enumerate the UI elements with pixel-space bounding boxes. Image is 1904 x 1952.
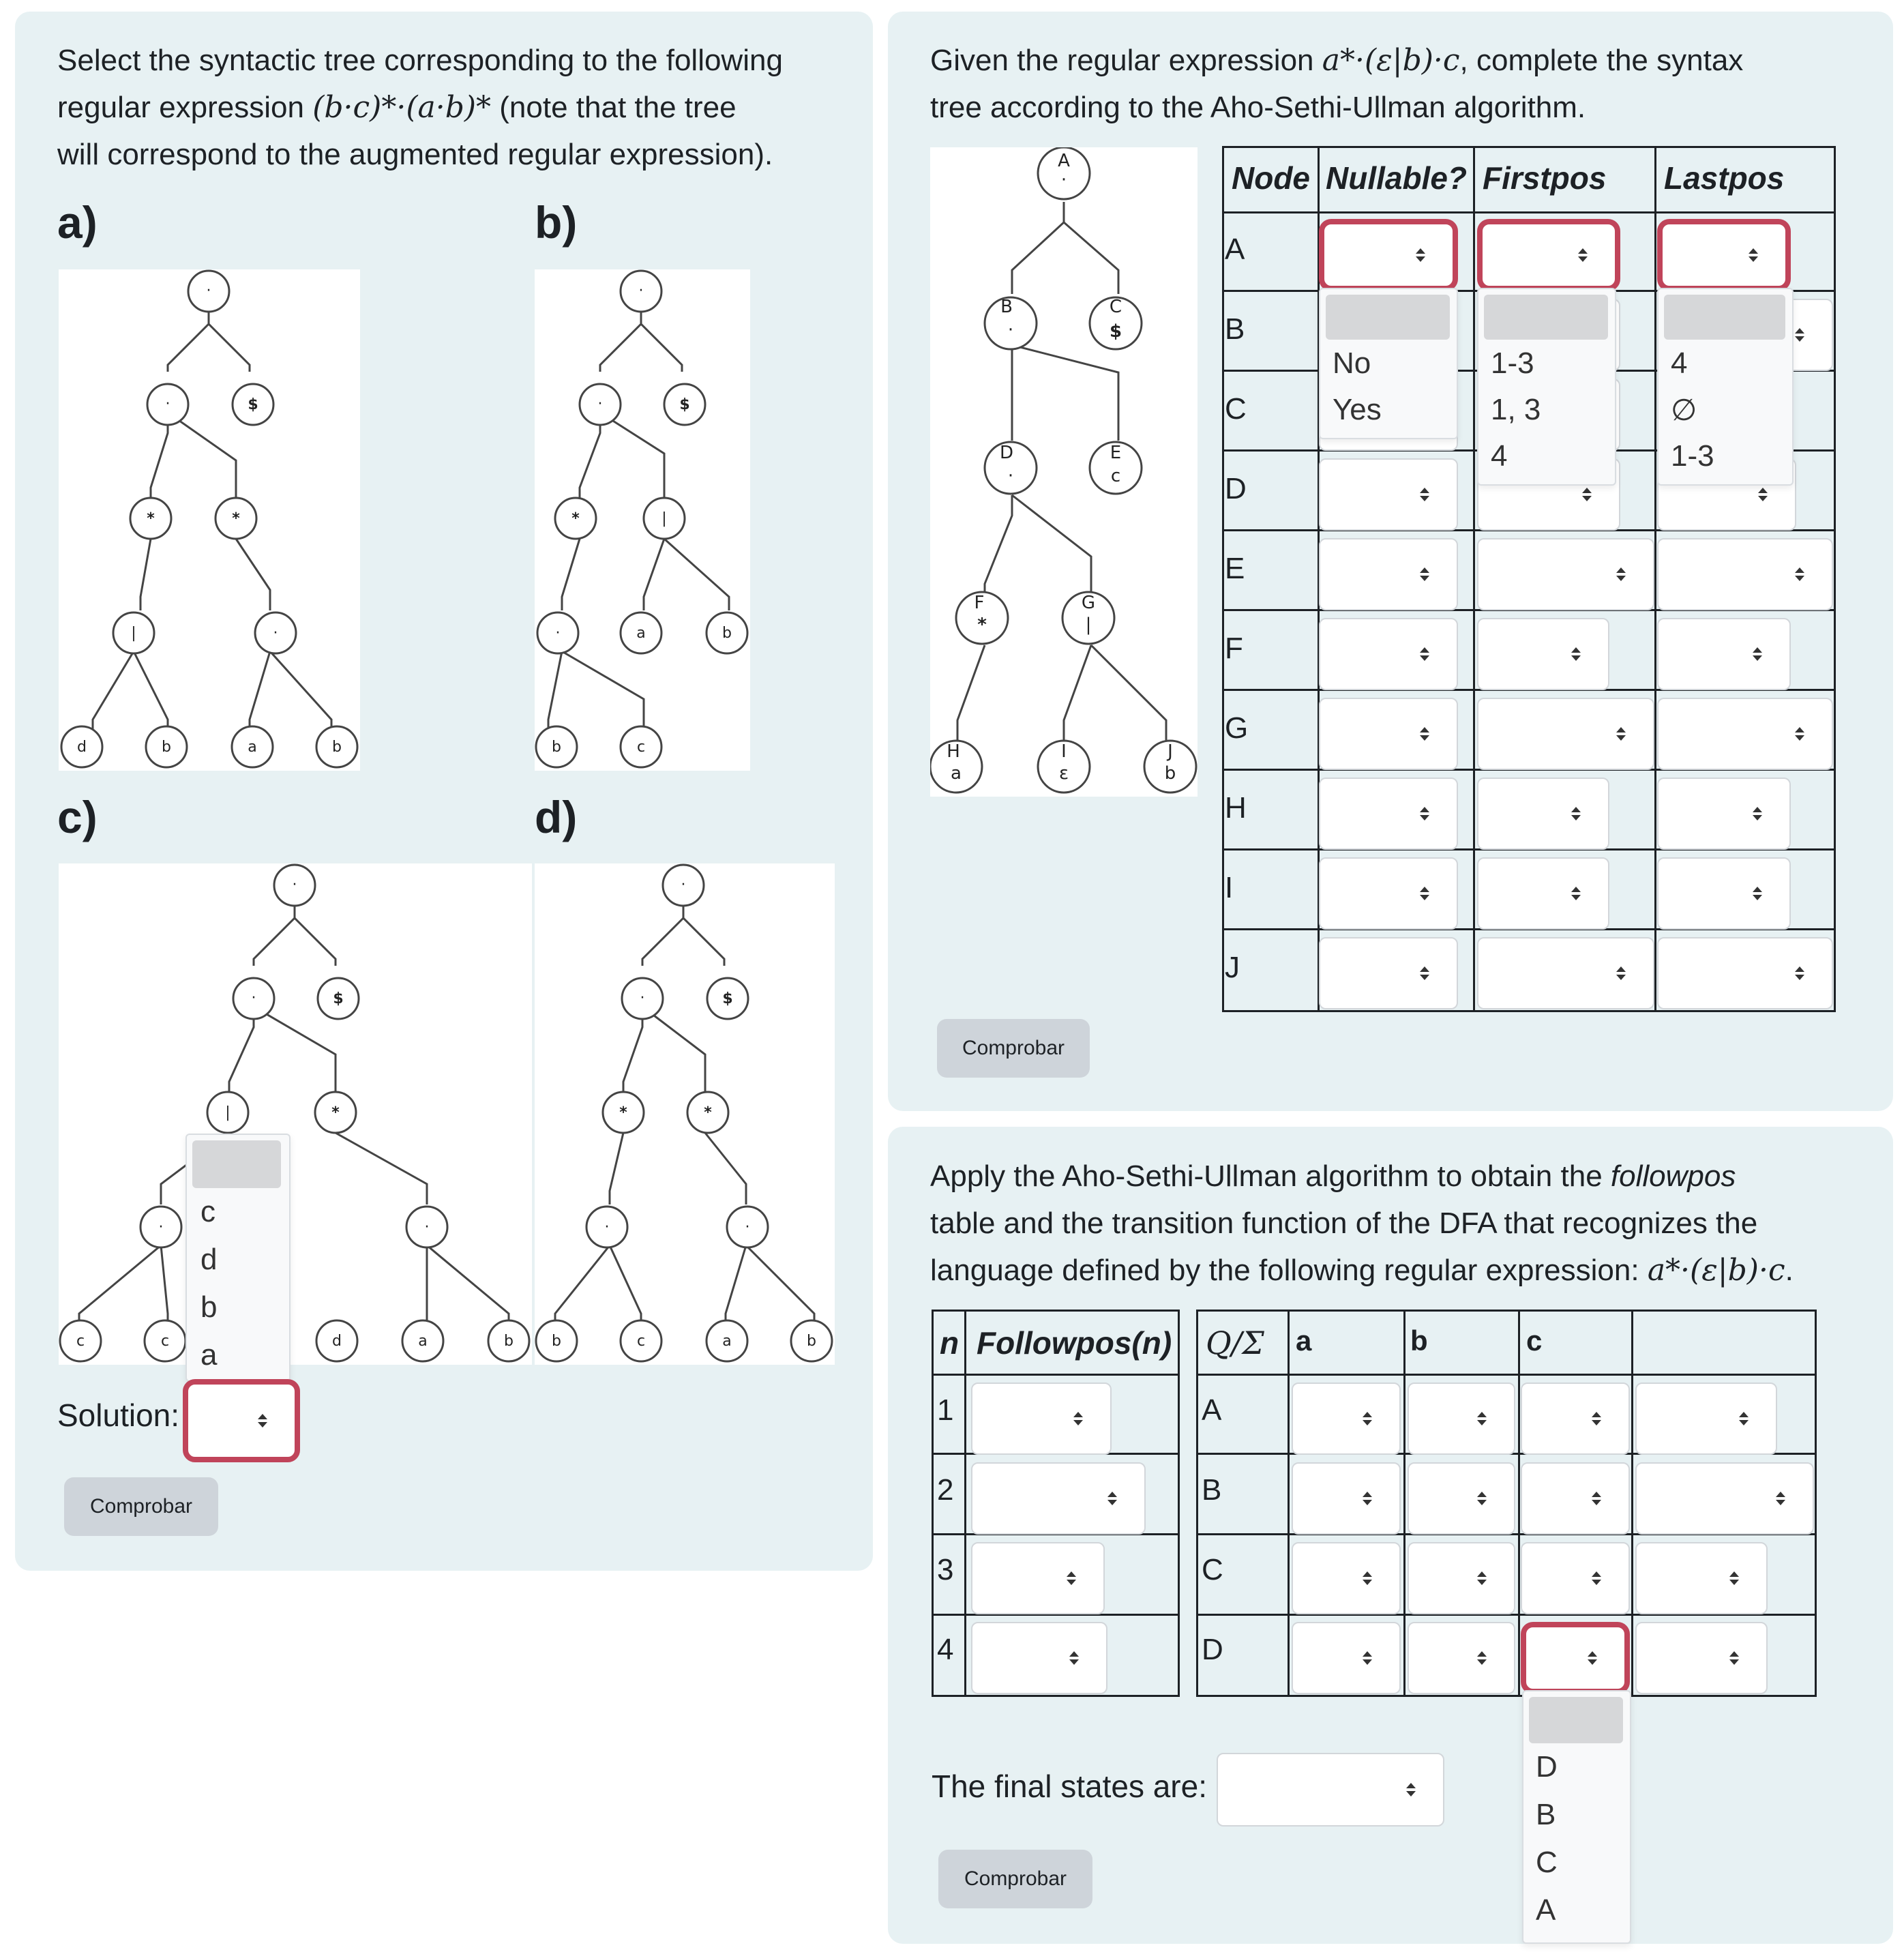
tree-a-diagram — [59, 269, 360, 771]
chevron-updown-icon — [1363, 1571, 1372, 1585]
svg-text:C: C — [1109, 297, 1122, 317]
solution-label: Solution: — [57, 1398, 180, 1433]
transition-a-select[interactable] — [1292, 1462, 1401, 1535]
dropdown-option[interactable]: 4 — [1491, 439, 1508, 473]
chevron-updown-icon — [1416, 248, 1425, 262]
tree-c-leaf: a — [418, 1333, 428, 1350]
node-row-label: H — [1225, 791, 1247, 825]
svg-text:D: D — [999, 443, 1014, 463]
firstpos-select[interactable] — [1477, 857, 1609, 930]
svg-text:·: · — [165, 396, 170, 413]
tree-d-leaf: b — [552, 1333, 561, 1350]
chevron-updown-icon — [1753, 807, 1762, 820]
tree-a-leaf: b — [162, 739, 171, 756]
svg-text:·: · — [1060, 170, 1067, 190]
nullable-dropdown-list[interactable] — [1319, 288, 1458, 439]
lastpos-select[interactable] — [1657, 937, 1833, 1009]
tree-d-leaf: c — [636, 1333, 646, 1350]
dropdown-option[interactable]: A — [1536, 1893, 1556, 1927]
chevron-updown-icon — [1069, 1651, 1079, 1665]
solution-select[interactable] — [183, 1379, 300, 1462]
node-row-label: I — [1225, 871, 1234, 904]
svg-text:·: · — [604, 1219, 610, 1236]
final-states-label: The final states are: — [932, 1769, 1207, 1804]
header-firstpos: Firstpos — [1483, 160, 1607, 196]
syntax-tree-diagram — [930, 147, 1198, 797]
chevron-updown-icon — [1477, 1492, 1487, 1505]
svg-text:|: | — [225, 1104, 230, 1121]
chevron-updown-icon — [1776, 1492, 1785, 1505]
svg-text:·: · — [158, 1219, 164, 1236]
chevron-updown-icon — [1592, 1492, 1601, 1505]
dropdown-blank-option[interactable] — [1529, 1697, 1623, 1743]
svg-text:B: B — [1000, 297, 1013, 317]
tree-b-leaf: a — [636, 625, 646, 642]
chevron-updown-icon — [1795, 328, 1804, 342]
svg-text:|: | — [1085, 615, 1092, 635]
tree-option-a — [59, 269, 360, 771]
chevron-updown-icon — [1477, 1651, 1487, 1665]
svg-text:*: * — [331, 1104, 340, 1121]
svg-text:$: $ — [679, 396, 690, 413]
svg-text:·: · — [1007, 466, 1014, 486]
node-row-label: A — [1225, 233, 1245, 266]
question-text: Apply the Aho-Sethi-Ullman algorithm to obtain the followpos table and the transition function of the DFA that recognizes the language defined by the following regular expression: a*·(ε|b)·c. — [930, 1159, 1794, 1288]
dfa-row-label: B — [1202, 1473, 1222, 1507]
svg-text:*: * — [704, 1104, 712, 1121]
tree-option-c — [59, 863, 532, 1365]
syntax-tree — [930, 147, 1198, 797]
dropdown-option[interactable]: ∅ — [1671, 394, 1697, 427]
header-node: Node — [1232, 160, 1310, 196]
check-button[interactable]: Comprobar — [64, 1477, 218, 1536]
transition-a-select[interactable] — [1292, 1542, 1401, 1614]
tree-a-leaf: a — [248, 739, 257, 756]
final-states-select[interactable] — [1217, 1753, 1444, 1827]
node-row-label: D — [1225, 472, 1247, 505]
node-row-label: F — [1225, 632, 1243, 665]
chevron-updown-icon — [1729, 1651, 1739, 1665]
svg-text:·: · — [597, 396, 603, 413]
nullable-select[interactable] — [1319, 857, 1458, 930]
svg-text:·: · — [681, 876, 686, 893]
lastpos-select[interactable] — [1657, 618, 1791, 690]
transition-dropdown-list[interactable] — [1522, 1690, 1631, 1944]
chevron-updown-icon — [1616, 966, 1626, 980]
regex: (b·c)*·(a·b)* — [312, 90, 492, 125]
option-b-label: b) — [535, 197, 578, 248]
followpos-select[interactable] — [971, 1382, 1112, 1455]
node-row-label: E — [1225, 552, 1245, 585]
lastpos-select[interactable] — [1657, 219, 1791, 291]
header-nullable: Nullable? — [1326, 160, 1468, 196]
header-states-alphabet: Q/Σ — [1206, 1325, 1264, 1361]
chevron-updown-icon — [1477, 1571, 1487, 1585]
dropdown-option[interactable]: a — [200, 1338, 218, 1372]
svg-text:·: · — [555, 625, 561, 642]
svg-text:|: | — [661, 510, 667, 527]
firstpos-select[interactable] — [1477, 778, 1609, 850]
chevron-updown-icon — [1420, 807, 1429, 820]
transition-c-select[interactable] — [1521, 1382, 1630, 1455]
dropdown-option[interactable]: 1-3 — [1491, 346, 1534, 380]
svg-text:*: * — [977, 615, 987, 635]
dropdown-option[interactable]: d — [200, 1243, 218, 1276]
tree-a-leaf: b — [332, 739, 342, 756]
dfa-row-label: A — [1202, 1393, 1222, 1427]
svg-text:c: c — [1110, 466, 1121, 486]
svg-text:$: $ — [333, 990, 344, 1007]
chevron-updown-icon — [1067, 1571, 1076, 1585]
chevron-updown-icon — [1758, 488, 1768, 501]
regex: a*·(ε|b)·c — [1647, 1253, 1785, 1288]
dropdown-blank-option[interactable] — [1484, 295, 1608, 340]
transition-a-select[interactable] — [1292, 1382, 1401, 1455]
tree-b-leaf: b — [722, 625, 732, 642]
chevron-updown-icon — [1739, 1412, 1749, 1425]
chevron-updown-icon — [1571, 647, 1581, 661]
svg-text:E: E — [1110, 443, 1122, 463]
chevron-updown-icon — [1616, 567, 1626, 581]
tree-c-diagram — [59, 863, 532, 1365]
chevron-updown-icon — [1592, 1571, 1601, 1585]
dropdown-option[interactable]: No — [1333, 346, 1371, 380]
lastpos-select[interactable] — [1657, 778, 1791, 850]
chevron-updown-icon — [1406, 1783, 1416, 1796]
svg-text:F: F — [974, 593, 985, 613]
transition-c-select[interactable] — [1521, 1462, 1630, 1535]
svg-text:$: $ — [248, 396, 258, 413]
transition-c-select[interactable] — [1521, 1542, 1630, 1614]
dfa-row-label: D — [1202, 1633, 1223, 1666]
dropdown-option[interactable]: c — [200, 1195, 215, 1228]
regex: a*·(ε|b)·c — [1322, 43, 1460, 78]
svg-text:*: * — [571, 510, 580, 527]
chevron-updown-icon — [1571, 807, 1581, 820]
node-row-label: B — [1225, 312, 1245, 346]
followpos-select[interactable] — [971, 1542, 1105, 1614]
chevron-updown-icon — [1477, 1412, 1487, 1425]
header-symbol-a: a — [1296, 1325, 1312, 1357]
chevron-updown-icon — [1749, 248, 1758, 262]
chevron-updown-icon — [1578, 248, 1588, 262]
dropdown-option[interactable]: 1, 3 — [1491, 393, 1541, 426]
svg-text:·: · — [251, 990, 256, 1007]
dropdown-option[interactable]: B — [1536, 1798, 1556, 1831]
node-row-label: G — [1225, 711, 1249, 745]
chevron-updown-icon — [1420, 966, 1429, 980]
svg-text:*: * — [619, 1104, 627, 1121]
svg-text:·: · — [745, 1219, 750, 1236]
chevron-updown-icon — [1363, 1492, 1372, 1505]
header-symbol-c: c — [1526, 1325, 1543, 1357]
nullable-select[interactable] — [1319, 538, 1458, 610]
chevron-updown-icon — [1795, 727, 1804, 741]
tree-d-leaf: b — [807, 1333, 816, 1350]
option-c-label: c) — [57, 792, 98, 842]
svg-text:·: · — [1007, 320, 1014, 340]
svg-text:$: $ — [1109, 321, 1122, 342]
followpos-select[interactable] — [971, 1622, 1107, 1694]
followpos-select[interactable] — [971, 1462, 1146, 1535]
transition-b-select[interactable] — [1408, 1462, 1515, 1535]
chevron-updown-icon — [1616, 727, 1626, 741]
nullable-select[interactable] — [1319, 937, 1458, 1009]
transition-b-select[interactable] — [1408, 1542, 1515, 1614]
check-button[interactable]: Comprobar — [937, 1019, 1090, 1078]
chevron-updown-icon — [1571, 887, 1581, 900]
transition-extra-select[interactable] — [1635, 1622, 1768, 1694]
chevron-updown-icon — [1073, 1412, 1083, 1425]
transition-extra-select[interactable] — [1635, 1462, 1814, 1535]
transition-b-select[interactable] — [1408, 1622, 1515, 1694]
svg-text:J: J — [1167, 741, 1173, 762]
nullable-select[interactable] — [1319, 458, 1458, 531]
dropdown-blank-option[interactable] — [1326, 295, 1450, 340]
chevron-updown-icon — [258, 1414, 267, 1428]
tree-b-diagram — [535, 269, 750, 771]
lastpos-select[interactable] — [1657, 538, 1833, 610]
chevron-updown-icon — [1795, 567, 1804, 581]
nullable-select[interactable] — [1319, 618, 1458, 690]
check-button[interactable]: Comprobar — [938, 1850, 1092, 1908]
dropdown-option[interactable]: Yes — [1333, 393, 1382, 426]
firstpos-select[interactable] — [1477, 698, 1654, 770]
chevron-updown-icon — [1363, 1651, 1372, 1665]
tree-c-leaf: d — [332, 1333, 342, 1350]
dropdown-blank-option[interactable] — [1664, 295, 1785, 340]
tree-option-b — [535, 269, 750, 771]
chevron-updown-icon — [1420, 887, 1429, 900]
header-followpos: Followpos(n) — [977, 1325, 1172, 1361]
tree-b-leaf: c — [636, 739, 646, 756]
transition-c-select[interactable] — [1521, 1622, 1630, 1694]
svg-text:$: $ — [722, 990, 733, 1007]
chevron-updown-icon — [1420, 727, 1429, 741]
svg-text:H: H — [947, 741, 960, 762]
firstpos-select[interactable] — [1477, 618, 1609, 690]
lastpos-select[interactable] — [1657, 857, 1791, 930]
chevron-updown-icon — [1420, 567, 1429, 581]
followpos-row-label: 1 — [937, 1393, 954, 1427]
tree-c-leaf: c — [160, 1333, 170, 1350]
nullable-select[interactable] — [1319, 778, 1458, 850]
chevron-updown-icon — [1753, 887, 1762, 900]
nullable-select[interactable] — [1319, 698, 1458, 770]
svg-text:a: a — [951, 763, 962, 784]
chevron-updown-icon — [1420, 488, 1429, 501]
tree-c-leaf: b — [504, 1333, 514, 1350]
question-text: Select the syntactic tree corresponding to the following regular expression (b·c)*·(a·b)* (note that the tree will correspond to the augmented regular expression). — [57, 44, 783, 171]
lastpos-select[interactable] — [1657, 698, 1833, 770]
tree-d-diagram — [535, 863, 835, 1365]
tree-a-node-concat: · — [206, 282, 211, 299]
svg-text:·: · — [424, 1219, 430, 1236]
svg-text:A: A — [1058, 151, 1070, 171]
chevron-updown-icon — [1729, 1571, 1739, 1585]
dropdown-option[interactable]: 4 — [1671, 346, 1688, 380]
chevron-updown-icon — [1363, 1412, 1372, 1425]
chevron-updown-icon — [1592, 1412, 1601, 1425]
chevron-updown-icon — [1795, 966, 1804, 980]
tree-a-leaf: d — [77, 739, 87, 756]
chevron-updown-icon — [1588, 1651, 1597, 1665]
svg-text:·: · — [640, 990, 645, 1007]
header-symbol-b: b — [1410, 1325, 1428, 1357]
transition-a-select[interactable] — [1292, 1622, 1401, 1694]
transition-extra-select[interactable] — [1635, 1542, 1768, 1614]
dropdown-blank-option[interactable] — [192, 1140, 281, 1188]
tree-c-leaf: c — [76, 1333, 85, 1350]
svg-text:I: I — [1061, 741, 1067, 762]
firstpos-select[interactable] — [1477, 538, 1654, 610]
svg-text:·: · — [638, 282, 644, 299]
chevron-updown-icon — [1107, 1492, 1117, 1505]
followpos-row-label: 4 — [937, 1633, 954, 1666]
transition-b-select[interactable] — [1408, 1382, 1515, 1455]
header-lastpos: Lastpos — [1664, 160, 1785, 196]
tree-b-leaf: b — [552, 739, 561, 756]
firstpos-select[interactable] — [1477, 219, 1620, 291]
lastpos-dropdown-list[interactable] — [1657, 288, 1794, 486]
option-a-label: a) — [57, 197, 98, 248]
option-d-label: d) — [535, 792, 578, 842]
svg-text:·: · — [292, 876, 297, 893]
header-n: n — [940, 1325, 960, 1361]
chevron-updown-icon — [1582, 488, 1592, 501]
dropdown-option[interactable]: b — [200, 1290, 218, 1324]
svg-text:b: b — [1164, 763, 1176, 784]
dfa-row-label: C — [1202, 1553, 1223, 1586]
followpos-row-label: 3 — [937, 1553, 954, 1586]
node-row-label: C — [1225, 392, 1247, 426]
node-row-label: J — [1225, 951, 1240, 984]
firstpos-select[interactable] — [1477, 937, 1654, 1009]
dropdown-option[interactable]: D — [1536, 1750, 1558, 1784]
dropdown-option[interactable]: 1-3 — [1671, 439, 1714, 473]
chevron-updown-icon — [1753, 647, 1762, 661]
firstpos-dropdown-list[interactable] — [1477, 288, 1616, 486]
followpos-row-label: 2 — [937, 1473, 954, 1507]
tree-option-d — [535, 863, 835, 1365]
dropdown-option[interactable]: C — [1536, 1846, 1558, 1879]
chevron-updown-icon — [1420, 647, 1429, 661]
svg-text:|: | — [131, 625, 136, 642]
svg-text:·: · — [273, 625, 278, 642]
svg-text:ε: ε — [1058, 763, 1069, 784]
svg-text:G: G — [1081, 593, 1096, 613]
solution-dropdown-list[interactable] — [185, 1134, 291, 1382]
question-text: Given the regular expression a*·(ε|b)·c, complete the syntax tree according to the Aho-Sethi-Ullman algorithm. — [930, 43, 1744, 124]
nullable-select[interactable] — [1319, 219, 1458, 291]
tree-d-leaf: a — [722, 1333, 732, 1350]
svg-text:*: * — [232, 510, 240, 527]
svg-text:*: * — [147, 510, 155, 527]
transition-extra-select[interactable] — [1635, 1382, 1777, 1455]
